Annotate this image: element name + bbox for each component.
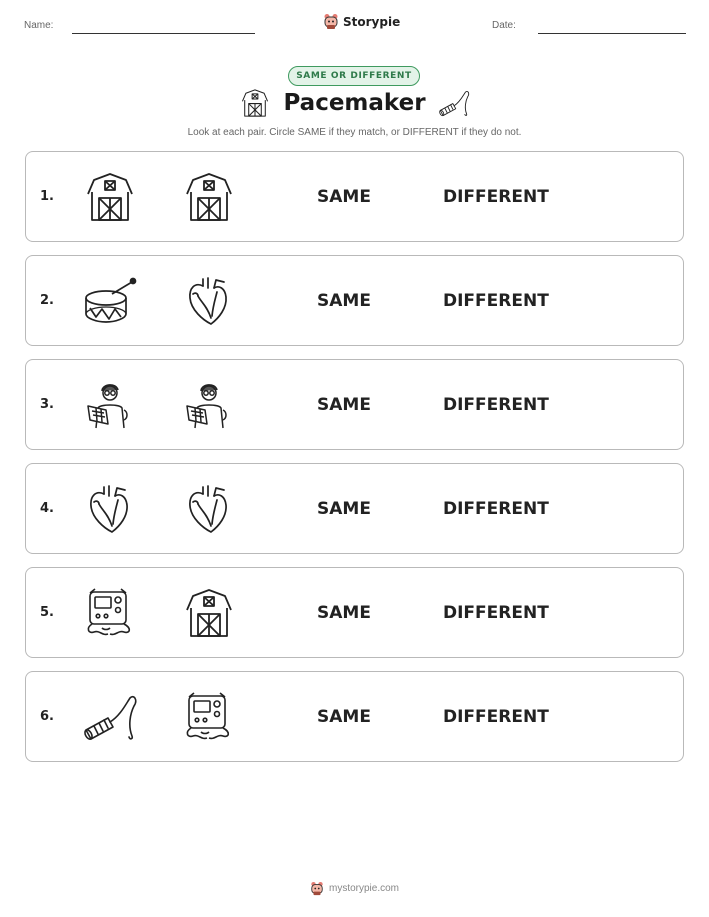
monitor-device-icon: [181, 692, 237, 742]
storypie-mascot-icon: [323, 13, 339, 30]
different-option[interactable]: DIFFERENT: [443, 291, 549, 311]
row-number: 4.: [40, 501, 54, 516]
pair-card: [25, 463, 684, 554]
same-option[interactable]: SAME: [317, 395, 371, 415]
barn-icon: [239, 88, 271, 118]
pair-card: [25, 671, 684, 762]
pair-card: [25, 151, 684, 242]
row-number: 1.: [40, 189, 54, 204]
name-label: Name:: [24, 20, 54, 31]
doctor-icon: [181, 380, 237, 430]
name-line[interactable]: [72, 33, 255, 34]
heart-icon: [181, 484, 237, 534]
heart-icon: [181, 276, 237, 326]
date-line[interactable]: [538, 33, 686, 34]
different-option[interactable]: DIFFERENT: [443, 603, 549, 623]
row-number: 2.: [40, 293, 54, 308]
pacemaker-lead-icon: [438, 88, 470, 118]
pair-card: [25, 567, 684, 658]
brand-logo: [323, 13, 400, 30]
title-row: [0, 88, 709, 118]
page-title: Pacemaker: [283, 90, 426, 116]
date-label: Date:: [492, 20, 516, 31]
row-number: 6.: [40, 709, 54, 724]
pair-card: [25, 255, 684, 346]
drum-icon: [82, 276, 138, 326]
doctor-icon: [82, 380, 138, 430]
pacemaker-lead-icon: [82, 692, 138, 742]
instructions: Look at each pair. Circle SAME if they match, or DIFFERENT if they do not.: [187, 127, 522, 138]
row-number: 5.: [40, 605, 54, 620]
brand-name: Storypie: [343, 14, 401, 29]
same-option[interactable]: SAME: [317, 603, 371, 623]
footer-url[interactable]: mystorypie.com: [328, 883, 399, 894]
barn-icon: [181, 588, 237, 638]
different-option[interactable]: DIFFERENT: [443, 395, 549, 415]
different-option[interactable]: DIFFERENT: [443, 187, 549, 207]
different-option[interactable]: DIFFERENT: [443, 499, 549, 519]
same-option[interactable]: SAME: [317, 707, 371, 727]
monitor-device-icon: [82, 588, 138, 638]
barn-icon: [181, 172, 237, 222]
different-option[interactable]: DIFFERENT: [443, 707, 549, 727]
storypie-mascot-icon: [310, 881, 324, 896]
footer: [0, 881, 709, 896]
worksheet-type-badge: SAME OR DIFFERENT: [288, 66, 420, 86]
same-option[interactable]: SAME: [317, 291, 371, 311]
same-option[interactable]: SAME: [317, 499, 371, 519]
same-option[interactable]: SAME: [317, 187, 371, 207]
pair-card: [25, 359, 684, 450]
row-number: 3.: [40, 397, 54, 412]
heart-icon: [82, 484, 138, 534]
barn-icon: [82, 172, 138, 222]
